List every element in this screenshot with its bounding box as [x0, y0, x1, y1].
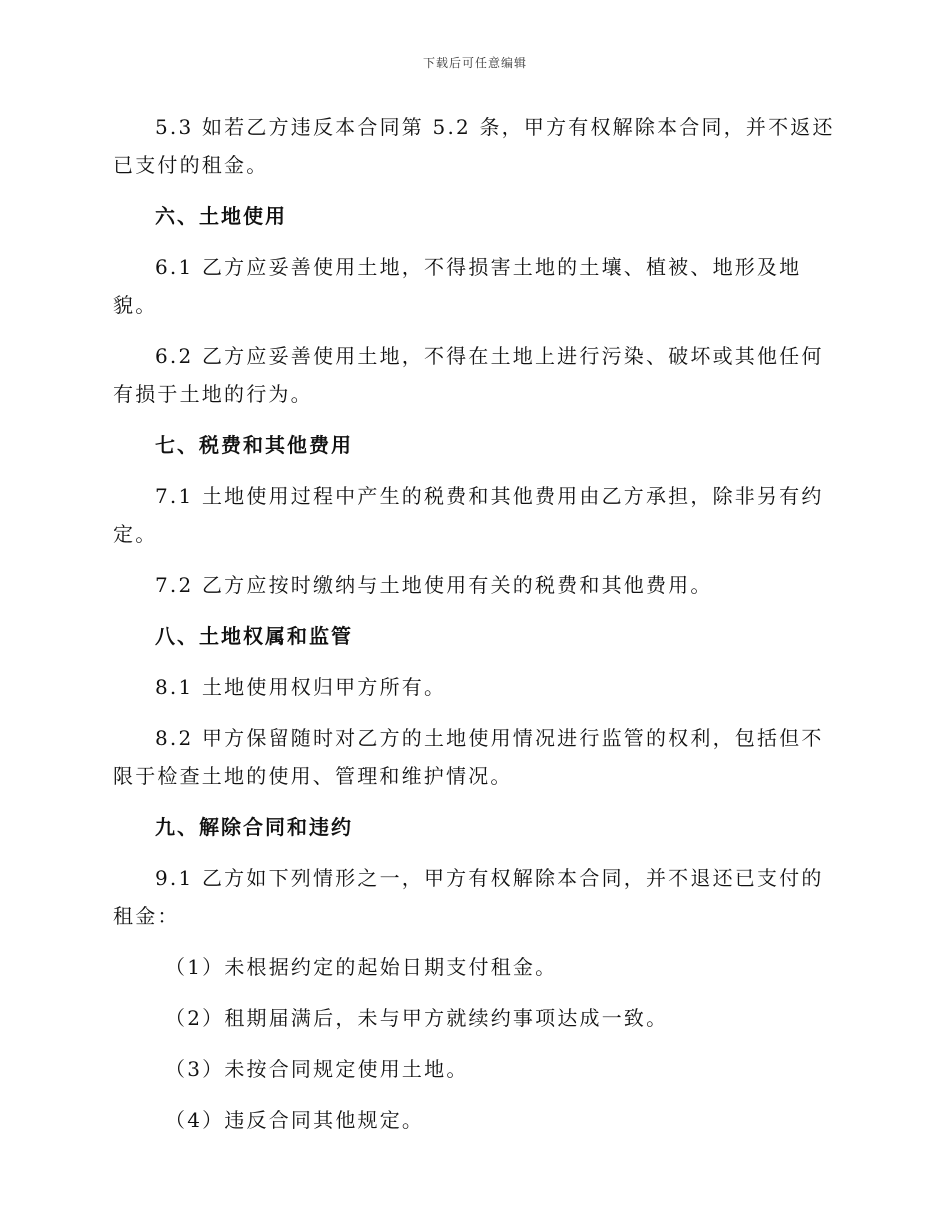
list-item-4: （4）违反合同其他规定。: [165, 1108, 425, 1132]
clause-9-1: 9.1 乙方如下列情形之一，甲方有权解除本合同，并不退还已支付的租金：: [113, 866, 824, 928]
section-heading-6: 六、土地使用: [155, 204, 287, 228]
clause-8-1: 8.1 土地使用权归甲方所有。: [155, 675, 447, 699]
page-header-note: 下载后可任意编辑: [422, 56, 527, 70]
clause-5-3: 5.3 如若乙方违反本合同第 5.2 条，甲方有权解除本合同，并不返还已支付的租金。: [113, 115, 835, 177]
section-heading-8: 八、土地权属和监管: [155, 624, 353, 648]
section-heading-9: 九、解除合同和违约: [155, 815, 353, 839]
list-item-2: （2）租期届满后，未与甲方就续约事项达成一致。: [165, 1006, 669, 1030]
clause-7-1: 7.1 土地使用过程中产生的税费和其他费用由乙方承担，除非另有约定。: [113, 484, 824, 546]
list-item-3: （3）未按合同规定使用土地。: [165, 1057, 469, 1081]
clause-6-2: 6.2 乙方应妥善使用土地，不得在土地上进行污染、破坏或其他任何有损于土地的行为。: [113, 344, 824, 406]
clause-7-2: 7.2 乙方应按时缴纳与土地使用有关的税费和其他费用。: [155, 573, 713, 597]
section-heading-7: 七、税费和其他费用: [155, 433, 353, 457]
clause-6-1: 6.1 乙方应妥善使用土地，不得损害土地的土壤、植被、地形及地貌。: [113, 255, 802, 317]
clause-8-2: 8.2 甲方保留随时对乙方的土地使用情况进行监管的权利，包括但不限于检查土地的使用、管理和维护情况。: [113, 726, 824, 788]
document-body: [113, 108, 843, 1152]
list-item-1: （1）未根据约定的起始日期支付租金。: [165, 955, 558, 979]
